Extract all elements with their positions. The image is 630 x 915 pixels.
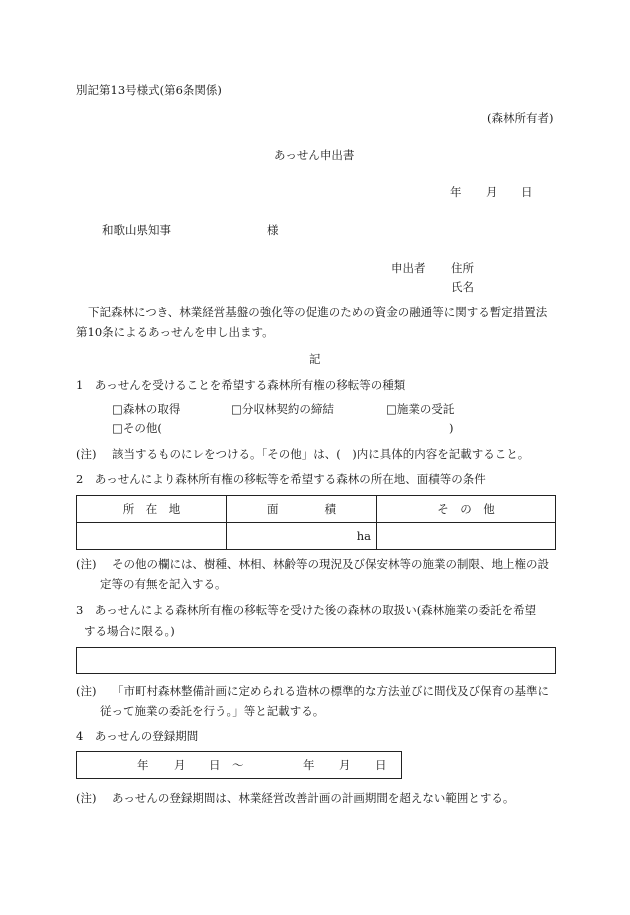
section-2-note-line-1: その他の欄には、樹種、林相、林齢等の現況及び保安林等の施業の制限、地上権の設 bbox=[112, 557, 549, 571]
date-day-label: 日 bbox=[521, 185, 533, 199]
section-4-heading: 4 あっせんの登録期間 bbox=[76, 729, 199, 743]
period-to-month: 月 bbox=[339, 758, 351, 772]
owner-label: (森林所有者) bbox=[487, 111, 554, 125]
column-area: 面 積 bbox=[227, 496, 377, 523]
area-cell[interactable] bbox=[227, 523, 377, 550]
period-tilde: ～ bbox=[232, 758, 244, 772]
column-other: そ の 他 bbox=[377, 496, 556, 523]
section-1-heading: 1 あっせんを受けることを希望する森林所有権の移転等の種類 bbox=[76, 378, 406, 392]
option-operation-entrustment: □施業の受託 bbox=[386, 402, 455, 416]
period-from-year: 年 bbox=[137, 758, 149, 772]
registration-period-field[interactable] bbox=[76, 751, 402, 779]
intro-line-2: 第10条によるあっせんを申し出ます。 bbox=[76, 325, 274, 339]
conditions-table bbox=[76, 495, 556, 550]
period-to-year: 年 bbox=[303, 758, 315, 772]
section-3-note-label: (注) bbox=[76, 684, 97, 698]
location-cell[interactable] bbox=[77, 523, 227, 550]
addressee-suffix: 様 bbox=[267, 223, 279, 237]
section-3-heading-line-2: する場合に限る。) bbox=[84, 624, 175, 638]
section-3-heading-line-1: 3 あっせんによる森林所有権の移転等を受けた後の森林の取扱い(森林施業の委託を希望 bbox=[76, 603, 537, 617]
section-1-note-label: (注) bbox=[76, 447, 97, 461]
option-other: □その他( bbox=[112, 421, 162, 435]
applicant-label: 申出者 bbox=[391, 261, 426, 275]
option-forest-acquisition: □森林の取得 bbox=[112, 402, 181, 416]
period-from-month: 月 bbox=[174, 758, 186, 772]
section-2-note-label: (注) bbox=[76, 557, 97, 571]
option-other-close-paren: ) bbox=[449, 421, 454, 435]
section-3-note-line-2: 従って施業の委託を行う。」等と記載する。 bbox=[100, 704, 325, 718]
forest-handling-field[interactable] bbox=[76, 647, 556, 674]
period-to-day: 日 bbox=[375, 758, 387, 772]
applicant-address-label: 住所 bbox=[451, 261, 474, 275]
conditions-table-input-row bbox=[77, 523, 556, 550]
document-title: あっせん申出書 bbox=[274, 148, 355, 162]
intro-line-1: 下記森林につき、林業経営基盤の強化等の促進のための資金の融通等に関する暫定措置法 bbox=[88, 305, 548, 319]
date-month-label: 月 bbox=[486, 185, 498, 199]
ki-heading: 記 bbox=[309, 352, 321, 366]
section-2-heading: 2 あっせんにより森林所有権の移転等を希望する森林の所在地、面積等の条件 bbox=[76, 472, 486, 486]
form-number: 別記第13号様式(第6条関係) bbox=[76, 83, 222, 97]
section-4-note: あっせんの登録期間は、林業経営改善計画の計画期間を超えない範囲とする。 bbox=[112, 791, 515, 805]
other-cell[interactable] bbox=[377, 523, 556, 550]
date-year-label: 年 bbox=[450, 185, 462, 199]
section-4-note-label: (注) bbox=[76, 791, 97, 805]
addressee-name: 和歌山県知事 bbox=[102, 223, 171, 237]
section-3-note-line-1: 「市町村森林整備計画に定められる造林の標準的な方法並びに間伐及び保育の基準に bbox=[112, 684, 549, 698]
conditions-table-header-row bbox=[77, 496, 556, 523]
column-location: 所 在 地 bbox=[77, 496, 227, 523]
section-1-note: 該当するものにレをつける。「その他」は、( )内に具体的内容を記載すること。 bbox=[112, 447, 530, 461]
option-profit-sharing-contract: □分収林契約の締結 bbox=[231, 402, 334, 416]
area-unit: ha bbox=[356, 529, 371, 543]
applicant-name-label: 氏名 bbox=[451, 280, 474, 294]
section-2-note-line-2: 定等の有無を記入する。 bbox=[100, 577, 227, 591]
period-from-day: 日 bbox=[209, 758, 221, 772]
